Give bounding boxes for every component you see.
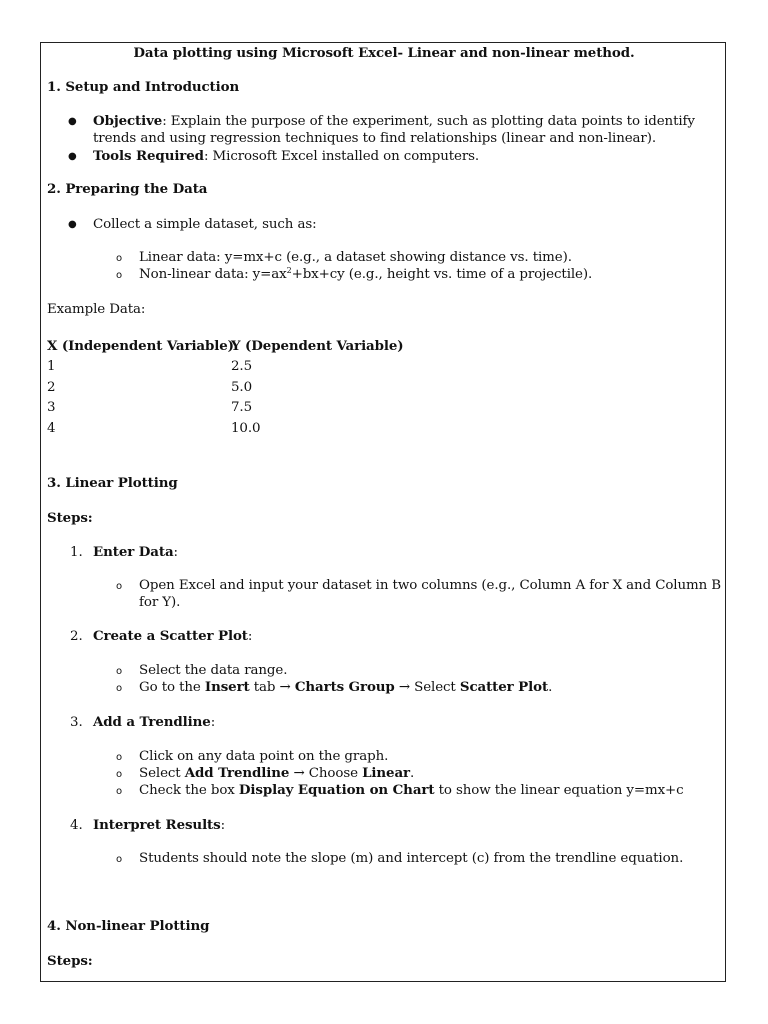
steps-label: Steps: bbox=[47, 510, 93, 526]
text-run: . bbox=[548, 680, 553, 695]
step-2-colon: : bbox=[247, 629, 253, 644]
step-3-item-3 bbox=[139, 782, 684, 799]
collect-dataset-item: Collect a simple dataset, such as: bbox=[93, 217, 317, 232]
table-cell-x: 3 bbox=[47, 400, 56, 415]
nonlinear-data-item bbox=[139, 266, 592, 283]
table-cell-y: 2.5 bbox=[231, 359, 252, 374]
table-header-x: X (Independent Variable) bbox=[47, 338, 234, 354]
objective-text: : Explain the purpose of the experiment, such as plotting data points to identify bbox=[162, 114, 695, 129]
step-3-colon: : bbox=[210, 715, 216, 730]
table-cell-y: 10.0 bbox=[231, 421, 261, 436]
superscript-2: 2 bbox=[286, 266, 292, 275]
step-3-item-1: Click on any data point on the graph. bbox=[139, 749, 389, 764]
circle-bullet-marker: o bbox=[116, 752, 123, 763]
text-run: . bbox=[410, 766, 415, 781]
linear-option-label: Linear bbox=[362, 765, 410, 781]
step-3-title bbox=[93, 714, 215, 731]
insert-tab-label: Insert bbox=[204, 679, 250, 695]
text-run: → Select bbox=[394, 680, 460, 695]
table-cell-x: 2 bbox=[47, 380, 56, 395]
text-run: tab → bbox=[249, 680, 295, 695]
tools-text: : Microsoft Excel installed on computers. bbox=[203, 149, 480, 164]
linear-data-item: Linear data: y=mx+c (e.g., a dataset showing distance vs. time). bbox=[139, 250, 572, 265]
text-run: → Choose bbox=[289, 766, 363, 781]
section-4-heading: 4. Non-linear Plotting bbox=[47, 918, 210, 934]
circle-bullet-marker: o bbox=[116, 270, 123, 281]
step-1-title bbox=[93, 544, 178, 561]
table-cell-y: 7.5 bbox=[231, 400, 252, 415]
text-run: Go to the bbox=[139, 680, 205, 695]
document-page bbox=[40, 42, 726, 982]
circle-bullet-marker: o bbox=[116, 854, 123, 865]
add-trendline-label: Add Trendline bbox=[184, 765, 290, 781]
section-2-heading: 2. Preparing the Data bbox=[47, 181, 208, 197]
step-number: 3. bbox=[70, 715, 83, 730]
bullet-marker: ● bbox=[68, 151, 77, 162]
bullet-marker: ● bbox=[68, 116, 77, 127]
step-1-label: Enter Data bbox=[93, 544, 174, 560]
tools-line bbox=[93, 148, 479, 165]
steps-label: Steps: bbox=[47, 953, 93, 969]
table-header-y: Y (Dependent Variable) bbox=[231, 338, 404, 354]
step-1-item-line-1: Open Excel and input your dataset in two columns (e.g., Column A for X and Column B bbox=[139, 578, 722, 593]
tools-label: Tools Required bbox=[93, 148, 204, 164]
text-run: Check the box bbox=[139, 783, 239, 798]
table-cell-x: 4 bbox=[47, 421, 56, 436]
step-2-title bbox=[93, 628, 252, 645]
step-2-label: Create a Scatter Plot bbox=[93, 628, 248, 644]
step-1-colon: : bbox=[173, 545, 178, 560]
text-run: Select bbox=[139, 766, 185, 781]
step-number: 2. bbox=[70, 629, 83, 644]
circle-bullet-marker: o bbox=[116, 253, 123, 264]
example-data-label: Example Data: bbox=[47, 302, 146, 317]
step-number: 1. bbox=[70, 545, 83, 560]
step-4-colon: : bbox=[220, 818, 225, 833]
nonlinear-text-b: +bx+cy (e.g., height vs. time of a projectile). bbox=[291, 267, 593, 282]
step-4-label: Interpret Results bbox=[93, 817, 221, 833]
circle-bullet-marker: o bbox=[116, 581, 123, 592]
bullet-marker: ● bbox=[68, 219, 77, 230]
display-equation-label: Display Equation on Chart bbox=[238, 782, 435, 798]
step-4-item-1: Students should note the slope (m) and intercept (c) from the trendline equation. bbox=[139, 851, 684, 866]
objective-line-1 bbox=[93, 113, 695, 130]
table-cell-x: 1 bbox=[47, 359, 56, 374]
circle-bullet-marker: o bbox=[116, 683, 123, 694]
objective-line-2: trends and using regression techniques to find relationships (linear and non-linear). bbox=[93, 131, 657, 146]
table-cell-y: 5.0 bbox=[231, 380, 252, 395]
section-3-heading: 3. Linear Plotting bbox=[47, 475, 178, 491]
objective-label: Objective bbox=[93, 113, 163, 129]
text-run: to show the linear equation y=mx+c bbox=[434, 783, 684, 798]
nonlinear-text-a: Non-linear data: y=ax bbox=[139, 267, 287, 282]
circle-bullet-marker: o bbox=[116, 769, 123, 780]
step-3-label: Add a Trendline bbox=[93, 714, 211, 730]
step-1-item-line-2: for Y). bbox=[139, 595, 181, 610]
document-title: Data plotting using Microsoft Excel- Linear and non-linear method. bbox=[133, 45, 635, 61]
step-2-item-2 bbox=[139, 679, 552, 696]
step-4-title bbox=[93, 817, 225, 834]
step-number: 4. bbox=[70, 818, 83, 833]
step-2-item-1: Select the data range. bbox=[139, 663, 288, 678]
charts-group-label: Charts Group bbox=[294, 679, 395, 695]
step-3-item-2 bbox=[139, 765, 414, 782]
section-1-heading: 1. Setup and Introduction bbox=[47, 79, 240, 95]
circle-bullet-marker: o bbox=[116, 786, 123, 797]
scatter-plot-label: Scatter Plot bbox=[459, 679, 549, 695]
circle-bullet-marker: o bbox=[116, 666, 123, 677]
